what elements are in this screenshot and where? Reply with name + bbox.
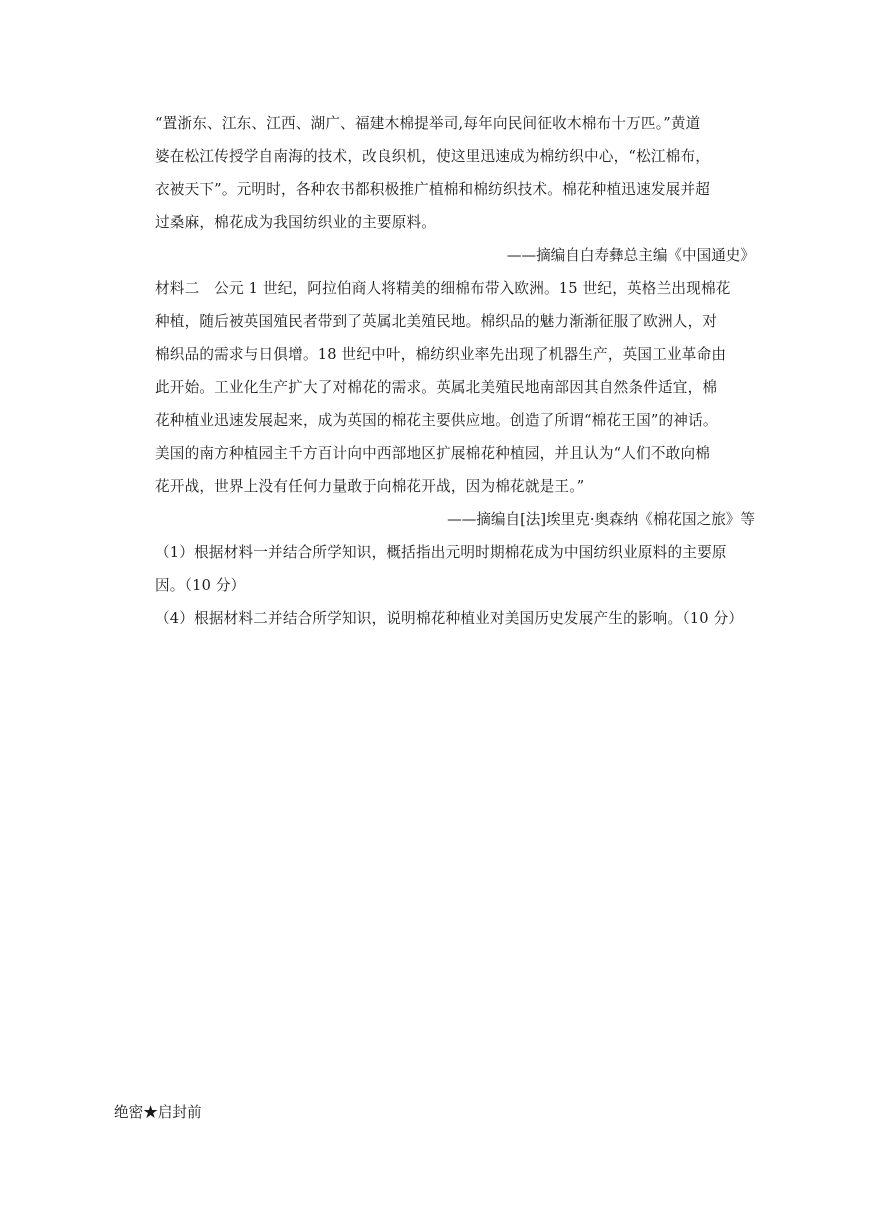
material-two-source: ——摘编自[法]埃里克·奥森纳《棉花国之旅》等 <box>447 511 755 528</box>
question-1-line-2: 因。（10 分） <box>155 577 246 594</box>
material-two-line-2: 种植，随后被英国殖民者带到了英属北美殖民地。棉织品的魅力渐渐征服了欧洲人，对 <box>155 313 718 330</box>
material-one-line-1: “置浙东、江东、江西、湖广、福建木棉提举司,每年向民间征收木棉布十万匹。”黄道 <box>155 115 701 132</box>
document-body <box>155 107 755 635</box>
material-two-line-7: 花开战，世界上没有任何力量敢于向棉花开战，因为棉花就是王。” <box>155 478 585 495</box>
material-two <box>155 272 755 536</box>
material-two-line-4: 此开始。工业化生产扩大了对棉花的需求。英属北美殖民地南部因其自然条件适宜，棉 <box>155 379 718 396</box>
confidential-label: 绝密★启封前 <box>114 1104 202 1121</box>
material-one-line-2: 婆在松江传授学自南海的技术，改良织机，使这里迅速成为棉纺织中心，“松江棉布， <box>155 148 711 165</box>
material-one-line-3: 衣被天下”。元明时，各种农书都积极推广植棉和棉纺织技术。棉花种植迅速发展并超 <box>155 181 711 198</box>
material-one-source: ——摘编自白寿彝总主编《中国通史》 <box>506 247 755 264</box>
questions <box>155 536 755 635</box>
material-one <box>155 107 755 272</box>
question-1-line-1: （1）根据材料一并结合所学知识，概括指出元明时期棉花成为中国纺织业原料的主要原 <box>155 544 727 561</box>
material-two-line-3: 棉织品的需求与日俱增。18 世纪中叶，棉纺织业率先出现了机器生产，英国工业革命由 <box>155 346 727 363</box>
material-two-line-1: 材料二 公元 1 世纪，阿拉伯商人将精美的细棉布带入欧洲。15 世纪，英格兰出现棉花 <box>155 280 731 297</box>
question-4: （4）根据材料二并结合所学知识，说明棉花种植业对美国历史发展产生的影响。（10 分） <box>155 610 744 627</box>
material-two-line-5: 花种植业迅速发展起来，成为英国的棉花主要供应地。创造了所谓“棉花王国”的神话。 <box>155 412 718 429</box>
material-one-line-4: 过桑麻，棉花成为我国纺织业的主要原料。 <box>155 214 437 231</box>
material-two-line-6: 美国的南方种植园主千方百计向中西部地区扩展棉花种植园，并且认为“人们不敢向棉 <box>155 445 711 462</box>
